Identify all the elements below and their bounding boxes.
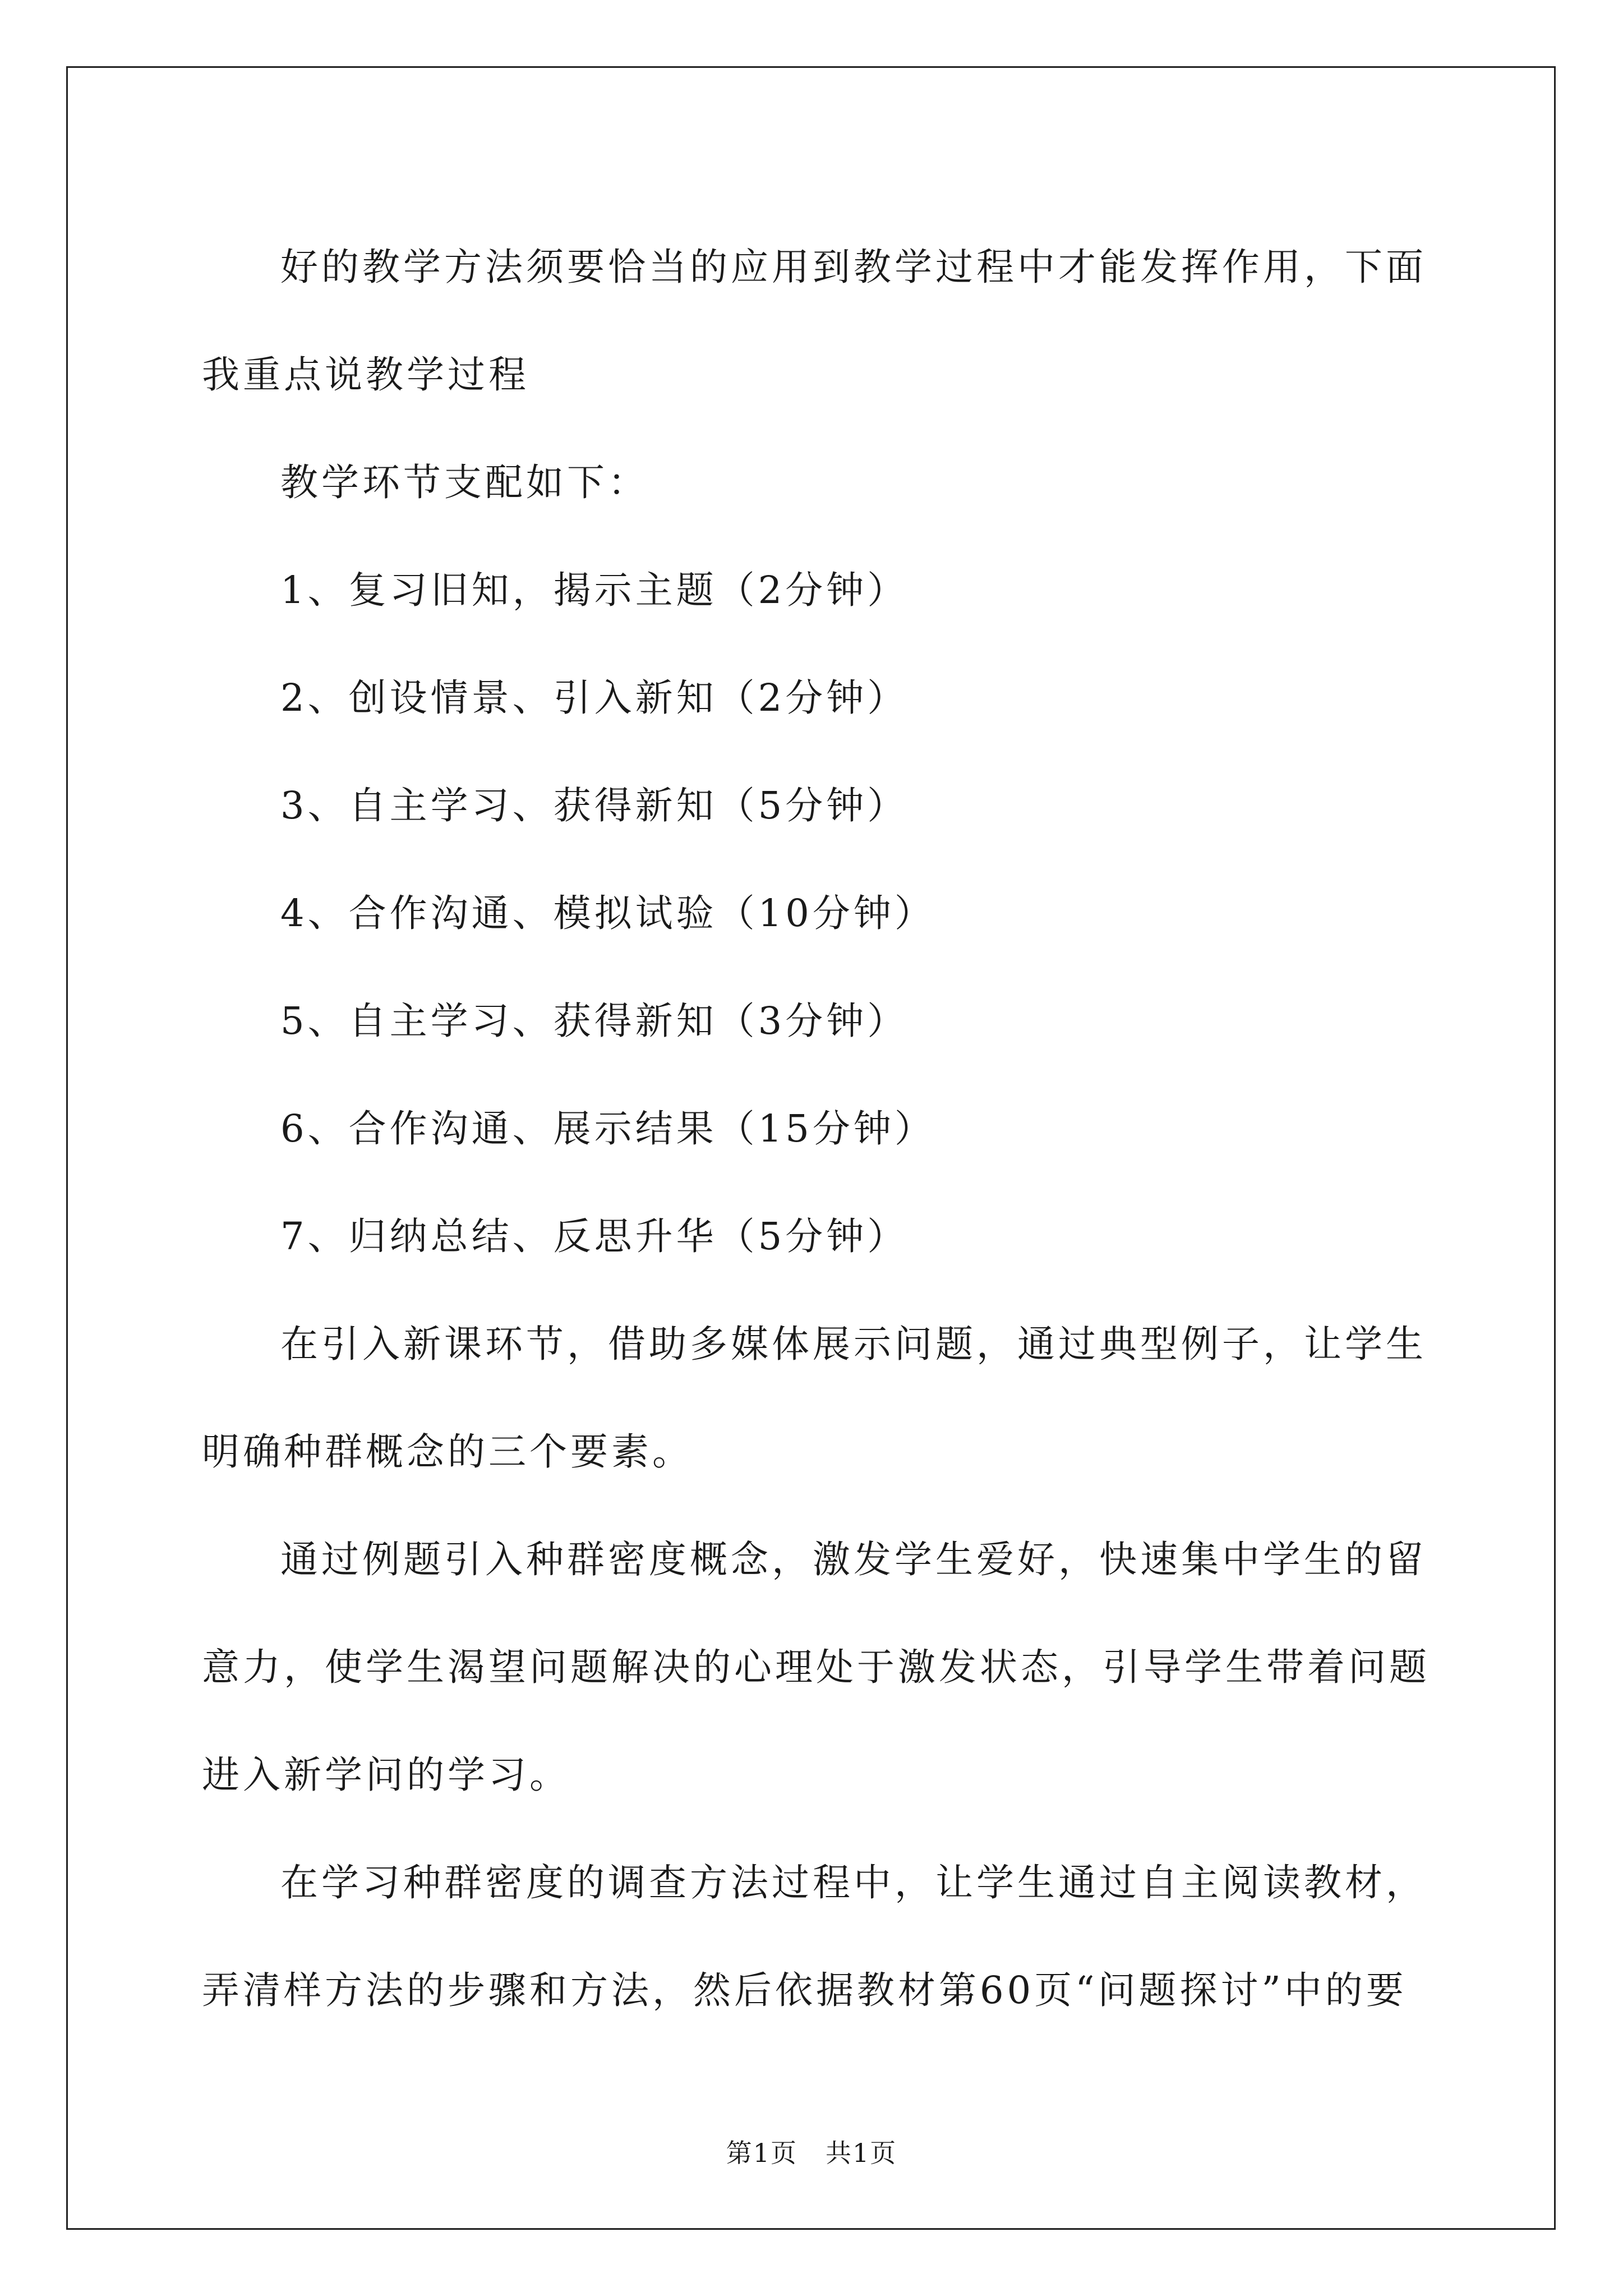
paragraph: 好的教学方法须要恰当的应用到教学过程中才能发挥作用，下面我重点说教学过程 [202,245,1427,397]
footer-spacer [797,2138,826,2168]
list-item: 3、自主学习、获得新知（5分钟） [280,784,909,827]
list-item: 1、复习旧知，揭示主题（2分钟） [280,568,909,612]
paragraph: 在引入新课环节，借助多媒体展示问题，通过典型例子，让学生明确种群概念的三个要素。 [202,1322,1427,1474]
list-item: 7、归纳总结、反思升华（5分钟） [280,1214,909,1258]
document-body [202,213,1436,2044]
paragraph: 通过例题引入种群密度概念，激发学生爱好，快速集中学生的留意力，使学生渴望问题解决的心理处于激发状态，引导学生带着问题进入新学问的学习。 [202,1538,1430,1797]
page-total: 共1页 [825,2138,897,2168]
paragraph: 在学习种群密度的调查方法过程中，让学生通过自主阅读教材，弄清样方法的步骤和方法，然后依据教材第60页“问题探讨”中的要 [202,1861,1427,2012]
paragraph: 教学环节支配如下： [280,461,649,504]
page-footer [0,2136,1623,2170]
list-item: 2、创设情景、引入新知（2分钟） [280,676,909,720]
page-number: 第1页 [726,2138,798,2168]
list-item: 6、合作沟通、展示结果（15分钟） [280,1107,935,1151]
list-item: 5、自主学习、获得新知（3分钟） [280,999,909,1043]
list-item: 4、合作沟通、模拟试验（10分钟） [280,891,935,935]
